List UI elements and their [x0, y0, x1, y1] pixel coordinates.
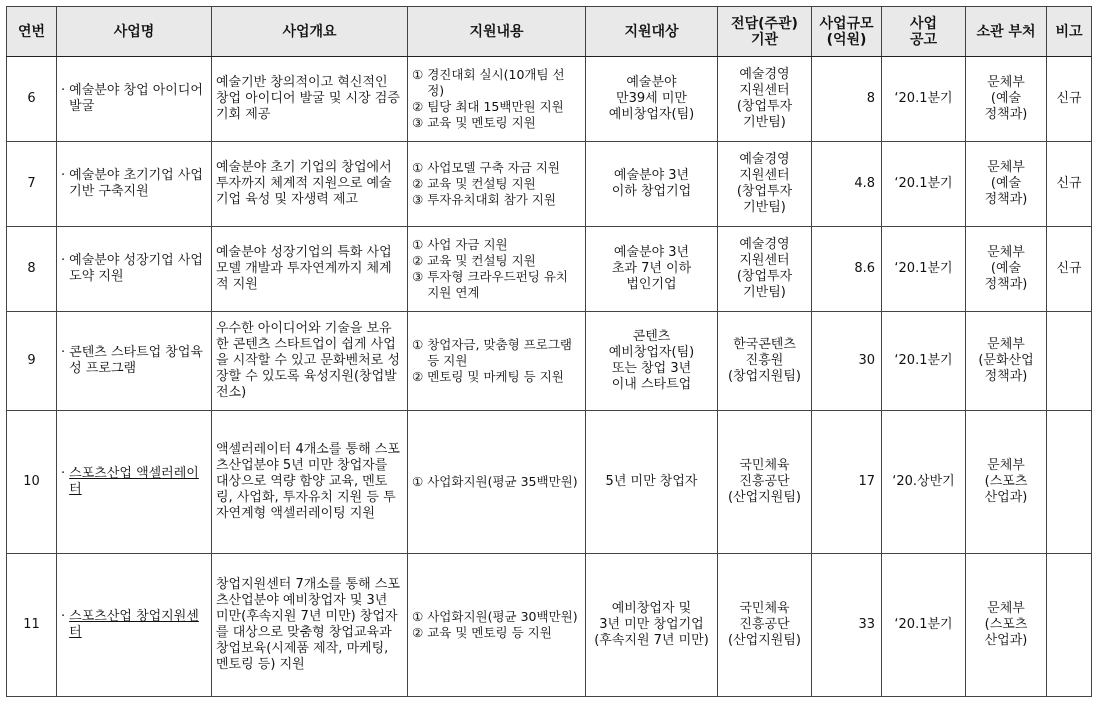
row-overview: 액셀러레이터 4개소를 통해 스포츠산업분야 5년 미만 창업자를 대상으로 역량 함양 교육, 멘토링, 사업화, 투자유치 지원 등 투자연계형 액셀러레이팅 지원: [212, 411, 408, 554]
item-text: 창업자금, 맞춤형 프로그램 등 지원: [427, 337, 572, 368]
item-text: 교육 및 컨설팅 지원: [427, 253, 536, 268]
row-no: 7: [7, 142, 57, 227]
bullet-mark: ·: [61, 345, 66, 360]
row-no: 11: [7, 554, 57, 697]
header-ministry: 소관 부처: [966, 7, 1047, 57]
row-name: 예술분야 초기기업 사업기반 구축지원: [69, 168, 203, 199]
row-announce: ‘20.1분기: [882, 554, 966, 697]
item-number: ③: [412, 115, 424, 130]
bullet-mark: ·: [61, 466, 66, 481]
item-text: 사업 자금 지원: [427, 237, 508, 252]
row-name: 예술분야 창업 아이디어 발굴: [69, 83, 203, 114]
header-announce: [882, 7, 966, 57]
row-content-cell: [408, 227, 586, 312]
content-item: [412, 625, 581, 641]
row-overview: 예술기반 창의적이고 혁신적인 창업 아이디어 발굴 및 시장 검증기회 제공: [212, 57, 408, 142]
item-text: 교육 및 멘토링 등 지원: [427, 625, 552, 640]
row-ministry: 문체부 (예술 정책과): [966, 142, 1047, 227]
program-table-container: [6, 6, 1092, 697]
row-target: 예술분야 만39세 미만 예비창업자(팀): [586, 57, 718, 142]
header-content: 지원내용: [408, 7, 586, 57]
row-content-cell: [408, 142, 586, 227]
content-item: [412, 192, 581, 208]
item-text: 경진대회 실시(10개팀 선정): [427, 67, 565, 98]
bullet-mark: ·: [61, 168, 66, 183]
item-text: 사업화지원(평균 30백만원): [427, 609, 578, 624]
row-content-cell: [408, 312, 586, 411]
row-ministry: 문체부 (스포츠 산업과): [966, 554, 1047, 697]
row-ministry: 문체부 (문화산업 정책과): [966, 312, 1047, 411]
row-name-cell: [57, 57, 212, 142]
row-overview: 창업지원센터 7개소를 통해 스포츠산업분야 예비창업자 및 3년 미만(후속지원 7년 미만) 창업자를 대상으로 맞춤형 창업교육과 창업보육(시제품 제작, 마케팅, 멘토링 등) 지원: [212, 554, 408, 697]
row-no: 6: [7, 57, 57, 142]
header-agency-text: 전담(주관) 기관: [731, 15, 798, 48]
item-number: ①: [412, 609, 424, 624]
content-item: [412, 99, 581, 115]
header-agency: [718, 7, 812, 57]
row-overview: 우수한 아이디어와 기술을 보유한 콘텐츠 스타트업이 쉽게 사업을 시작할 수 있고 문화벤처로 성장할 수 있도록 육성지원(창업발전소): [212, 312, 408, 411]
item-number: ③: [412, 269, 424, 284]
row-overview: 예술분야 성장기업의 특화 사업모델 개발과 투자연계까지 체계적 지원: [212, 227, 408, 312]
row-no: 10: [7, 411, 57, 554]
row-no: 8: [7, 227, 57, 312]
header-target: 지원대상: [586, 7, 718, 57]
row-name-cell: [57, 554, 212, 697]
row-announce: ‘20.상반기: [882, 411, 966, 554]
row-name: 스포츠산업 창업지원센터: [69, 609, 199, 640]
content-item: [412, 474, 581, 490]
header-scale: [812, 7, 882, 57]
item-number: ②: [412, 369, 424, 384]
header-name: 사업명: [57, 7, 212, 57]
row-note: [1047, 411, 1092, 554]
header-note: 비고: [1047, 7, 1092, 57]
table-row: [7, 227, 1092, 312]
table-row: [7, 312, 1092, 411]
item-number: ①: [412, 474, 424, 489]
row-overview: 예술분야 초기 기업의 창업에서 투자까지 체계적 지원으로 예술기업 육성 및 자생력 제고: [212, 142, 408, 227]
header-row: [7, 7, 1092, 57]
row-scale: 30: [812, 312, 882, 411]
row-target: 예술분야 3년 이하 창업기업: [586, 142, 718, 227]
item-text: 교육 및 컨설팅 지원: [427, 176, 536, 191]
row-no: 9: [7, 312, 57, 411]
content-item: [412, 67, 581, 99]
row-name-cell: [57, 411, 212, 554]
row-announce: ‘20.1분기: [882, 142, 966, 227]
bullet-mark: ·: [61, 83, 66, 98]
table-row: [7, 554, 1092, 697]
row-name-cell: [57, 312, 212, 411]
header-no: 연번: [7, 7, 57, 57]
item-number: ②: [412, 176, 424, 191]
row-announce: ‘20.1분기: [882, 312, 966, 411]
table-row: [7, 142, 1092, 227]
item-text: 교육 및 멘토링 지원: [427, 115, 536, 130]
row-agency: 예술경영 지원센터 (창업투자 기반팀): [718, 57, 812, 142]
item-number: ①: [412, 67, 424, 82]
row-announce: ‘20.1분기: [882, 227, 966, 312]
content-item: [412, 609, 581, 625]
row-scale: 33: [812, 554, 882, 697]
item-text: 사업화지원(평균 35백만원): [427, 474, 578, 489]
content-item: [412, 176, 581, 192]
row-ministry: 문체부 (스포츠 산업과): [966, 411, 1047, 554]
header-announce-text: 사업 공고: [909, 15, 938, 48]
bullet-mark: ·: [61, 609, 66, 624]
row-content-cell: [408, 554, 586, 697]
bullet-mark: ·: [61, 253, 66, 268]
row-target: 예비창업자 및 3년 미만 창업기업 (후속지원 7년 미만): [586, 554, 718, 697]
row-name: 콘텐츠 스타트업 창업육성 프로그램: [69, 345, 203, 376]
row-agency: 한국콘텐츠 진흥원 (창업지원팀): [718, 312, 812, 411]
item-text: 사업모델 구축 자금 지원: [427, 160, 560, 175]
item-text: 투자형 크라우드펀딩 유치 지원 연계: [427, 269, 568, 300]
row-content-cell: [408, 57, 586, 142]
table-row: [7, 57, 1092, 142]
row-target: 예술분야 3년 초과 7년 이하 법인기업: [586, 227, 718, 312]
content-item: [412, 269, 581, 301]
row-name: 스포츠산업 액셀러레이터: [69, 466, 199, 497]
row-name: 예술분야 성장기업 사업도약 지원: [69, 253, 203, 284]
table-row: [7, 411, 1092, 554]
row-target: 5년 미만 창업자: [586, 411, 718, 554]
item-text: 팀당 최대 15백만원 지원: [427, 99, 564, 114]
item-number: ①: [412, 337, 424, 352]
row-content-cell: [408, 411, 586, 554]
row-agency: 국민체육 진흥공단 (산업지원팀): [718, 411, 812, 554]
content-item: [412, 237, 581, 253]
row-note: 신규: [1047, 142, 1092, 227]
header-overview: 사업개요: [212, 7, 408, 57]
content-item: [412, 337, 581, 369]
row-name-cell: [57, 142, 212, 227]
content-item: [412, 369, 581, 385]
content-item: [412, 160, 581, 176]
row-target: 콘텐츠 예비창업자(팀) 또는 창업 3년 이내 스타트업: [586, 312, 718, 411]
item-number: ①: [412, 160, 424, 175]
item-number: ②: [412, 253, 424, 268]
row-note: [1047, 312, 1092, 411]
row-note: [1047, 554, 1092, 697]
row-name-cell: [57, 227, 212, 312]
row-scale: 8.6: [812, 227, 882, 312]
row-ministry: 문체부 (예술 정책과): [966, 57, 1047, 142]
row-scale: 17: [812, 411, 882, 554]
item-text: 투자유치대회 참가 지원: [427, 192, 556, 207]
row-agency: 국민체육 진흥공단 (산업지원팀): [718, 554, 812, 697]
row-scale: 4.8: [812, 142, 882, 227]
row-ministry: 문체부 (예술 정책과): [966, 227, 1047, 312]
row-agency: 예술경영 지원센터 (창업투자 기반팀): [718, 227, 812, 312]
program-table: [6, 6, 1092, 697]
item-number: ③: [412, 192, 424, 207]
item-number: ②: [412, 625, 424, 640]
row-agency: 예술경영 지원센터 (창업투자 기반팀): [718, 142, 812, 227]
row-note: 신규: [1047, 57, 1092, 142]
item-number: ①: [412, 237, 424, 252]
item-number: ②: [412, 99, 424, 114]
header-scale-text: 사업규모 (억원): [819, 15, 874, 48]
row-scale: 8: [812, 57, 882, 142]
row-announce: ‘20.1분기: [882, 57, 966, 142]
item-text: 멘토링 및 마케팅 등 지원: [427, 369, 564, 384]
content-item: [412, 253, 581, 269]
content-item: [412, 115, 581, 131]
row-note: 신규: [1047, 227, 1092, 312]
